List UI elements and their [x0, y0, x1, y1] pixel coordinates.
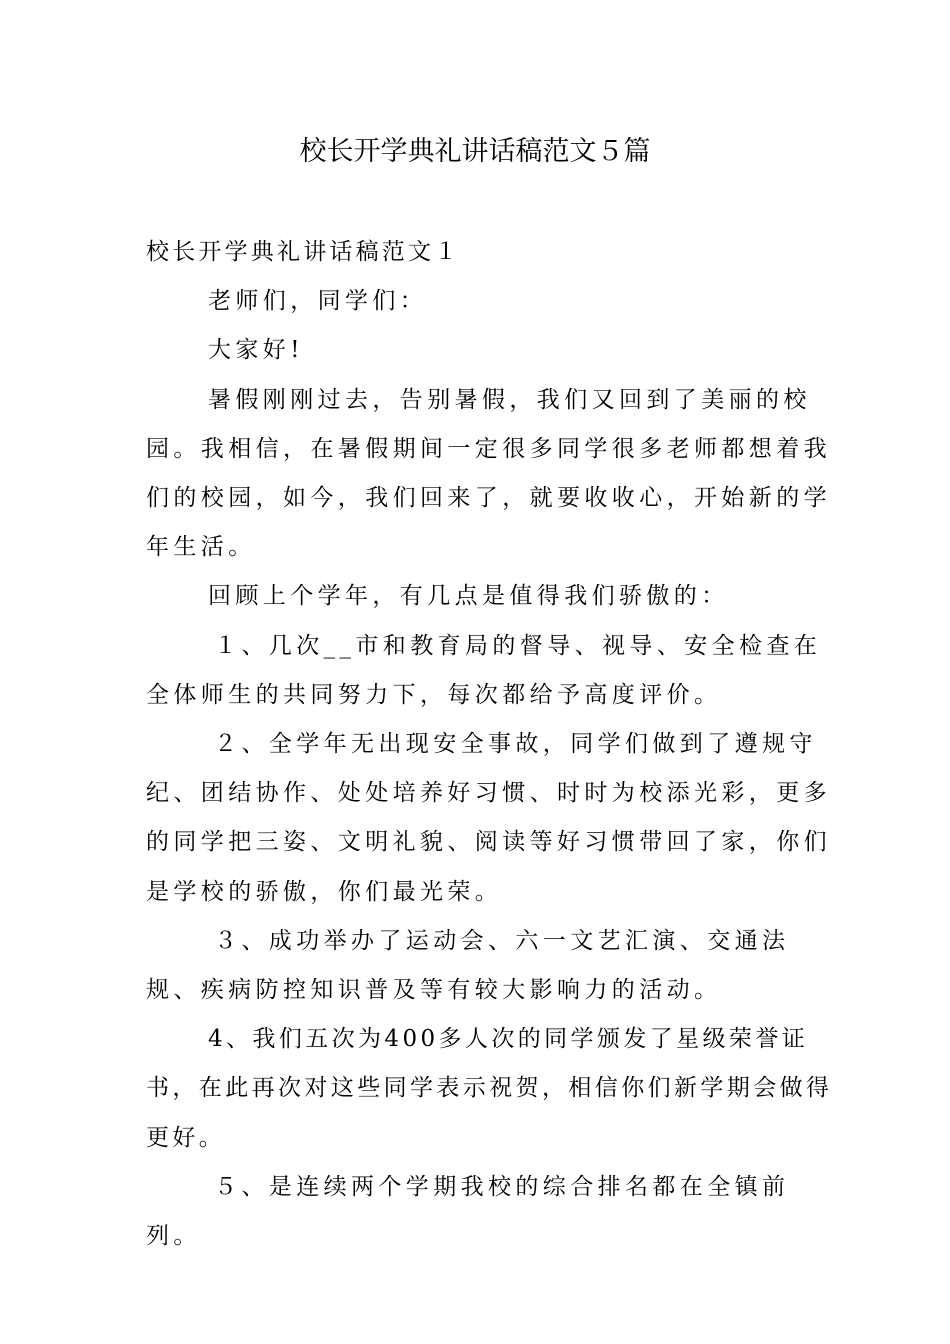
paragraph-point-5: ５、是连续两个学期我校的综合排名都在全镇前列。: [146, 1173, 790, 1250]
section-title: 校长开学典礼讲话稿范文１: [146, 239, 461, 265]
document-title: 校长开学典礼讲话稿范文５篇: [299, 136, 651, 167]
paragraph-point-1: １、几次__市和教育局的督导、视导、安全检查在全体师生的共同努力下，每次都给予高度评价。: [146, 632, 822, 708]
paragraph-intro: 暑假刚刚过去，告别暑假，我们又回到了美丽的校园。我相信，在暑假期间一定很多同学很多老师都想着我们的校园，如今，我们回来了，就要收收心，开始新的学年生活。: [146, 386, 831, 561]
paragraph-greeting: 老师们，同学们：: [208, 288, 428, 315]
document-body: [146, 228, 836, 1261]
paragraph-point-2: ２、全学年无出现安全事故，同学们做到了遵规守纪、团结协作、处处培养好习惯、时时为校添光彩，更多的同学把三姿、文明礼貌、阅读等好习惯带回了家，你们是学校的骄傲，你们最光荣。: [146, 731, 831, 905]
paragraph-hello: 大家好!: [208, 337, 304, 364]
paragraph-point-4: 4、我们五次为400多人次的同学颁发了星级荣誉证书，在此再次对这些同学表示祝贺，相信你们新学期会做得更好。: [146, 1026, 833, 1151]
paragraph-point-3: ３、成功举办了运动会、六一文艺汇演、交通法规、疾病防控知识普及等有较大影响力的活动。: [146, 927, 790, 1004]
paragraph-review: 回顾上个学年，有几点是值得我们骄傲的：: [208, 583, 729, 610]
